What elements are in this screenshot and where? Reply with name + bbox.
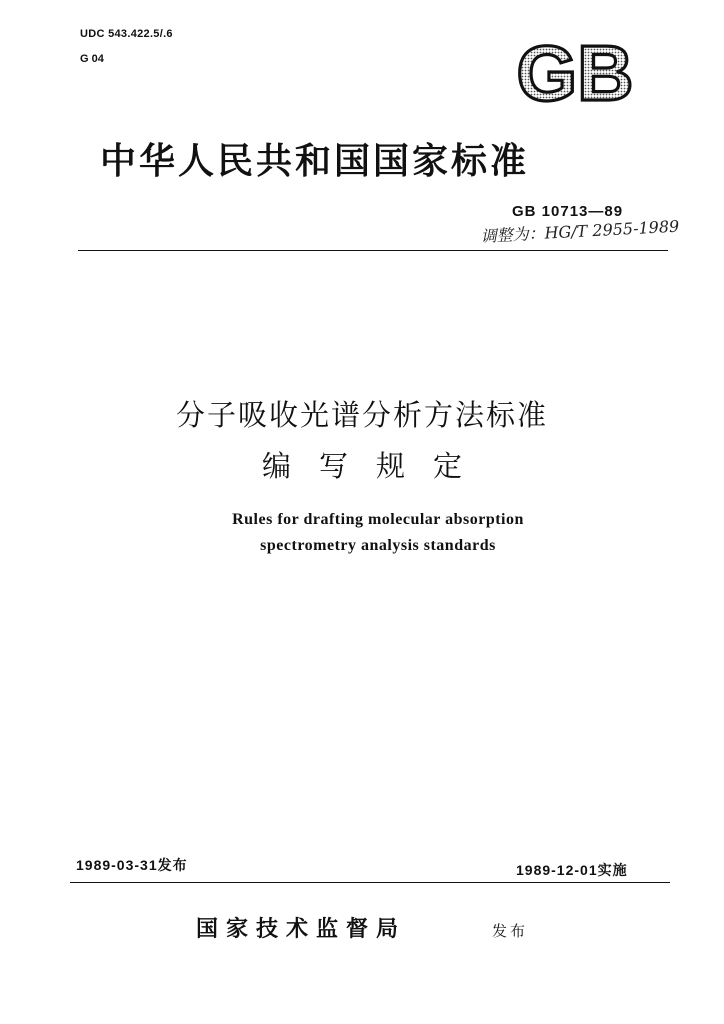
implementation-date: 1989-12-01实施 bbox=[516, 862, 628, 878]
title-english-line1: Rules for drafting molecular absorption bbox=[232, 511, 524, 528]
national-standard-title: 中华人民共和国国家标准 bbox=[100, 141, 530, 182]
bottom-divider bbox=[70, 882, 670, 883]
top-divider bbox=[78, 250, 668, 251]
udc-code: UDC 543.422.5/.6 bbox=[80, 28, 173, 40]
gb-logo-text: GB bbox=[516, 36, 634, 108]
gb-logo bbox=[506, 36, 644, 108]
classification-code: G 04 bbox=[80, 53, 104, 65]
standard-number: GB 10713—89 bbox=[512, 203, 624, 220]
publisher-name: 国家技术监督局 bbox=[196, 917, 407, 942]
handwritten-note: 调整为：HG/T 2955-1989 bbox=[480, 216, 680, 246]
title-english-line2: spectrometry analysis standards bbox=[260, 537, 496, 554]
title-chinese-line2: 编写规定 bbox=[261, 449, 490, 483]
issue-date: 1989-03-31发布 bbox=[76, 857, 188, 873]
title-chinese-line1: 分子吸收光谱分析方法标准 bbox=[175, 398, 548, 432]
publisher-action: 发布 bbox=[492, 922, 529, 940]
